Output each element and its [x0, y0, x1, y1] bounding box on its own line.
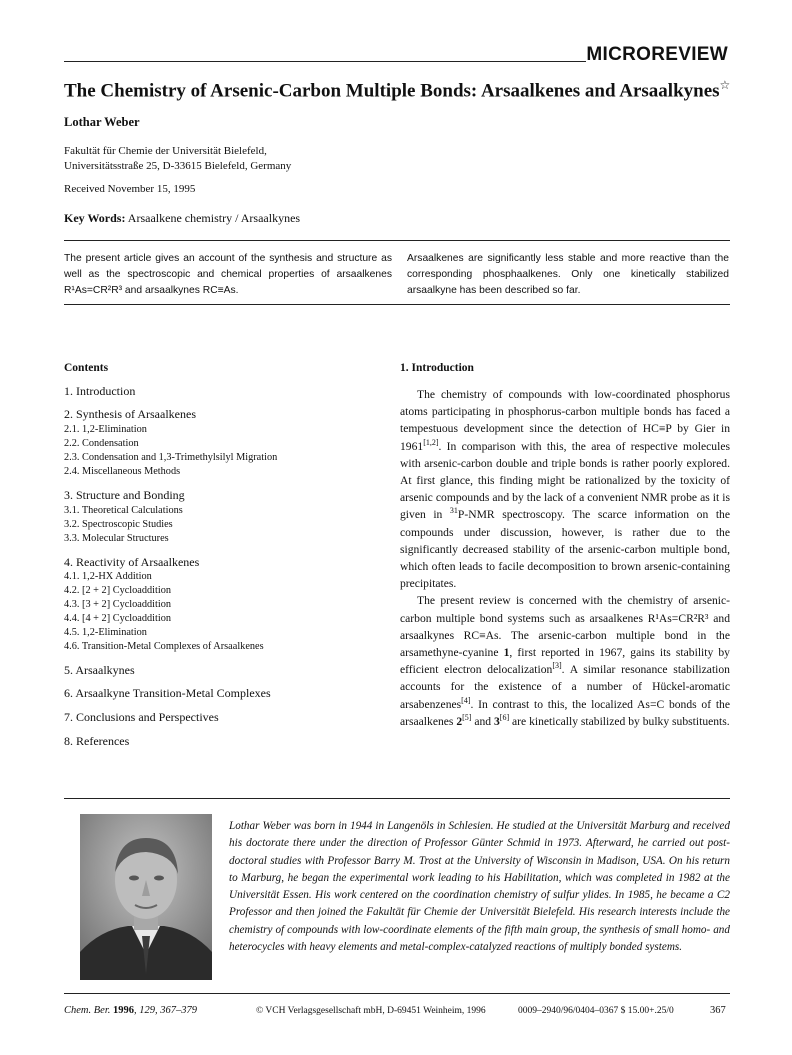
intro-text-run: The present review is concerned with the chemistry of arsenic-carbon multiple bond systems such as arsaalkenes R¹As=CR²R³ and arsaalkynes RC≡As. The arsenic-carbon multiple bond in the arsamethyne-cyanine [400, 594, 730, 660]
toc-section: 7. Conclusions and Perspectives [64, 710, 219, 724]
isotope-superscript: 31 [449, 506, 458, 516]
intro-text-run: P-NMR spectroscopy. The scarce information on the compounds under discussion, however, is rather due to the significantly decreased stability of the arsenic-carbon multiple bond, which often leads to facile decomposition to brown arsenic-containing precipitates. [400, 508, 730, 591]
toc-section: 6. Arsaalkyne Transition-Metal Complexes [64, 686, 271, 700]
toc-subsection: 4.3. [3 + 2] Cycloaddition [64, 599, 172, 610]
affiliation-line-2: Universitätsstraße 25, D-33615 Bielefeld, Germany [64, 160, 292, 172]
introduction-body [400, 386, 730, 730]
received-date: Received November 15, 1995 [64, 183, 196, 195]
affiliation-line-1: Fakultät für Chemie der Universität Bielefeld, [64, 145, 267, 157]
toc-section: 1. Introduction [64, 384, 136, 398]
title-footnote-marker: ☆ [719, 78, 731, 92]
toc-subsection: 2.2. Condensation [64, 438, 139, 449]
toc-section: 3. Structure and Bonding [64, 488, 185, 502]
toc-subsection: 4.4. [4 + 2] Cycloaddition [64, 613, 172, 624]
journal-citation [64, 1005, 197, 1016]
portrait-image [80, 814, 212, 980]
keywords-text: Arsaalkene chemistry / Arsaalkynes [127, 211, 301, 225]
toc-subsection: 4.2. [2 + 2] Cycloaddition [64, 585, 172, 596]
keywords-label: Key Words: [64, 211, 126, 225]
contents-heading: Contents [64, 362, 109, 374]
toc-subsection: 4.1. 1,2-HX Addition [64, 571, 152, 582]
intro-text-run: are kinetically stabilized by bulky substituents. [509, 714, 730, 728]
toc-subsection: 4.6. Transition-Metal Complexes of Arsaalkenes [64, 641, 264, 652]
header-rule [64, 61, 586, 62]
abstract-right-column: Arsaalkenes are significantly less stable and more reactive than the corresponding phosphaalkenes. Only one kinetically stabilized arsaalkyne has been described so far. [407, 253, 729, 296]
abstract-bottom-rule [64, 304, 730, 305]
author-name: Lothar Weber [64, 115, 140, 129]
citation: [6] [499, 713, 510, 722]
compound-number: 2 [456, 714, 463, 728]
citation: [3] [552, 661, 562, 671]
toc-subsection: 3.1. Theoretical Calculations [64, 505, 183, 516]
citation: [4] [461, 695, 471, 705]
intro-text-run: . In comparison with this, the area of respective molecules with arsenic-carbon double and triple bonds is rather poorly explored. At first glance, this finding might be rationalized by the toxicity of arsenic compounds and by the lack of a convenient NMR probe as it is given in [400, 439, 730, 522]
journal-volume-pages: , 129, 367–379 [134, 1005, 197, 1016]
author-photo [80, 814, 212, 980]
journal-year: 1996 [113, 1005, 134, 1016]
footer-rule [64, 993, 730, 994]
abstract-top-rule [64, 240, 730, 241]
intro-text-run: , first reported in 1967, gains its stability by efficient electron delocalization [400, 646, 730, 677]
section-label: MICROREVIEW [586, 44, 728, 65]
introduction-heading: 1. Introduction [400, 362, 474, 374]
intro-text-run: The chemistry of compounds with low-coordinated phosphorus atoms participating in phosphorus-carbon multiple bonds has faced a tempestuous development since the detection of HC≡P by Gier in 1961 [400, 388, 730, 453]
compound-number: 3 [494, 714, 500, 728]
toc-section: 5. Arsaalkynes [64, 663, 135, 677]
toc-subsection: 2.4. Miscellaneous Methods [64, 466, 181, 477]
intro-text-run: . A similar resonance stabilization accounts for the existence of a number of Hückel-aromatic arsabenzenes [400, 663, 730, 711]
intro-text-run: and [471, 714, 494, 728]
citation: [5] [462, 713, 472, 722]
toc-section: 2. Synthesis of Arsaalkenes [64, 407, 196, 421]
publisher-copyright: © VCH Verlagsgesellschaft mbH, D-69451 Weinheim, 1996 [256, 1006, 486, 1016]
toc-subsection: 3.3. Molecular Structures [64, 533, 169, 544]
toc-subsection: 4.5. 1,2-Elimination [64, 627, 147, 638]
article-title [64, 78, 744, 102]
introduction-paragraph-2 [400, 592, 730, 730]
keywords [64, 211, 300, 226]
toc-subsection: 2.3. Condensation and 1,3-Trimethylsilyl Migration [64, 452, 278, 463]
intro-text-run: . In contrast to this, the localized As=C bonds of the arsaalkenes [400, 697, 730, 728]
page-number: 367 [710, 1005, 726, 1016]
article-code: 0009–2940/96/0404–0367 $ 15.00+.25/0 [518, 1006, 674, 1016]
toc-section: 8. References [64, 734, 130, 748]
abstract-left-column: The present article gives an account of the synthesis and structure as well as the spectroscopic and chemical properties of arsaalkenes R¹As=CR²R³ and arsaalkynes RC≡As. [64, 253, 392, 296]
journal-name: Chem. Ber. [64, 1005, 111, 1016]
toc-subsection: 2.1. 1,2-Elimination [64, 424, 147, 435]
compound-number: 1 [503, 646, 510, 660]
toc-subsection: 3.2. Spectroscopic Studies [64, 519, 173, 530]
citation: [1,2] [423, 437, 439, 447]
author-biography: Lothar Weber was born in 1944 in Langenöls in Schlesien. He studied at the Universität Marburg and received his doctorate there under the direction of Professor Günter Schmid in 1973. Afterward, he carried out post-doctoral studies with Professor Barry M. Trost at the University of Wisconsin in Madison, USA. On his return to Marburg, he began the experimental work leading to his Habilitation, which was completed in 1982 at the Universität Essen. His work centered on the coordination chemistry of sulfur ylides. In 1985, he became a C2 Professor and then joined the Fakultät für Chemie der Universität Bielefeld. His research interests include the chemistry of compounds with low-coordinate elements of the fifth main group, the synthesis of small homo- and heterocycles with heavy elements and metal-complex-catalyzed reactions of multiply bonded systems. [229, 820, 730, 954]
toc-section: 4. Reactivity of Arsaalkenes [64, 555, 200, 569]
biography-top-rule [64, 798, 730, 799]
title-text: The Chemistry of Arsenic-Carbon Multiple Bonds: Arsaalkenes and Arsaalkynes [64, 80, 720, 102]
introduction-paragraph-1 [400, 386, 730, 592]
